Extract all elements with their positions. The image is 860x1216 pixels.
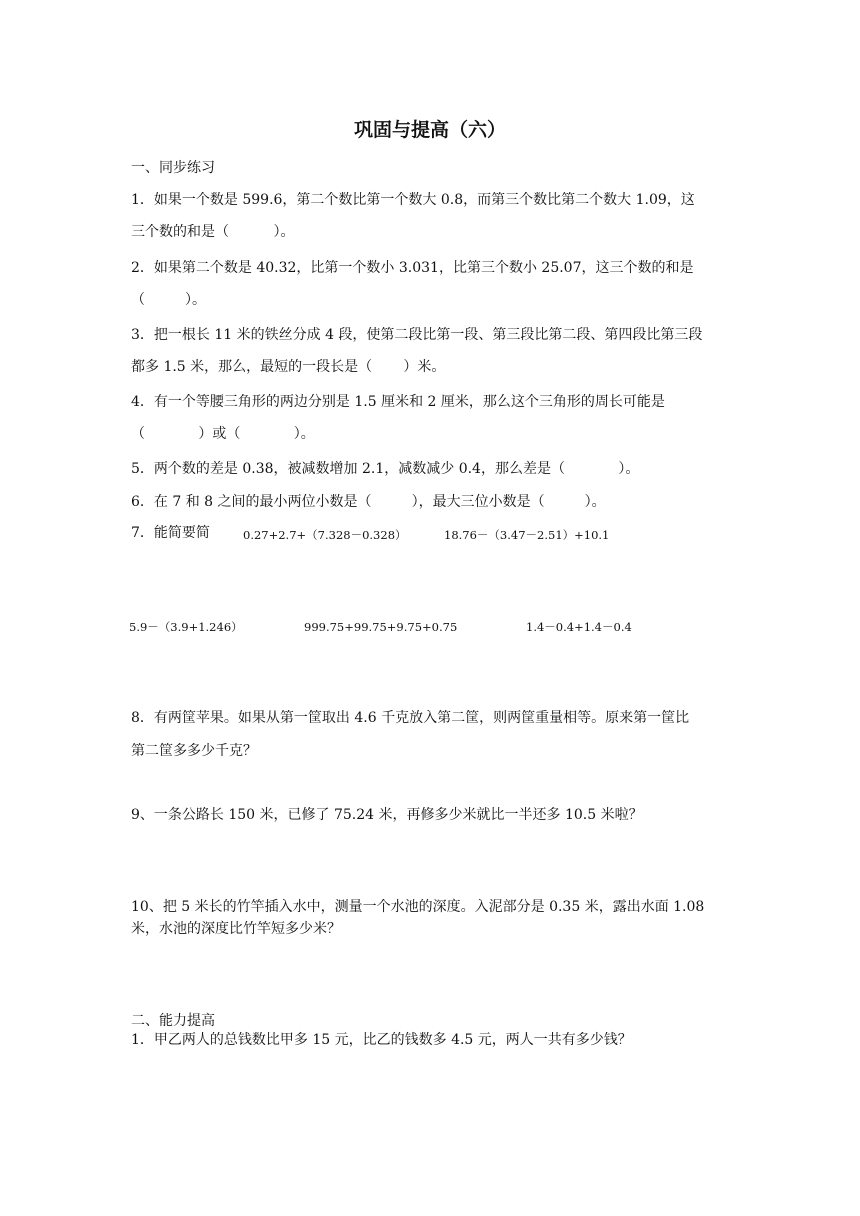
question-7-expression-1: 0.27+2.7+（7.328－0.328） [243,528,407,542]
question-2-line-1: 2．如果第二个数是 40.32，比第一个数小 3.031，比第三个数小 25.07，这三个数的和是 [131,260,694,276]
question-1-line-1: 1．如果一个数是 599.6，第二个数比第一个数大 0.8，而第三个数比第二个数大 1.09，这 [131,192,695,208]
question-3-line-1: 3．把一根长 11 米的铁丝分成 4 段，使第二段比第一段、第三段比第二段、第四段比第三段 [131,327,703,343]
question-8-line-1: 8．有两筐苹果。如果从第一筐取出 4.6 千克放入第二筐，则两筐重量相等。原来第一筐比 [131,710,690,726]
question-1-line-2: 三个数的和是（ ）。 [131,224,295,240]
question-2-line-2: （ ）。 [131,292,207,308]
question-5: 5．两个数的差是 0.38，被减数增加 2.1，减数减少 0.4，那么差是（ ）。 [131,461,640,477]
question-7-expression-2: 18.76－（3.47－2.51）+10.1 [444,528,610,542]
question-4-line-1: 4．有一个等腰三角形的两边分别是 1.5 厘米和 2 厘米，那么这个三角形的周长可能是 [131,394,665,410]
question-10-line-2: 米，水池的深度比竹竿短多少米？ [131,921,341,937]
question-7-expression-3: 5.9－（3.9+1.246） [129,620,243,634]
question-7-expression-5: 1.4－0.4+1.4－0.4 [526,620,632,634]
question-7-label: 7．能简要简 [131,525,210,541]
question-9: 9、一条公路长 150 米，已修了 75.24 米，再修多少米就比一半还多 10.5 米啦？ [131,807,643,823]
question-10-line-1: 10、把 5 米长的竹竿插入水中，测量一个水池的深度。入泥部分是 0.35 米，露出水面 1.08 [131,899,705,915]
question-6: 6．在 7 和 8 之间的最小两位小数是（ ），最大三位小数是（ ）。 [131,494,606,510]
question-7-expression-4: 999.75+99.75+9.75+0.75 [304,620,458,634]
ability-question-1: 1．甲乙两人的总钱数比甲多 15 元，比乙的钱数多 4.5 元，两人一共有多少钱？ [131,1032,632,1048]
section-heading-sync-practice: 一、同步练习 [131,160,215,176]
question-3-line-2: 都多 1.5 米，那么，最短的一段长是（ ）米。 [131,359,446,375]
page-title: 巩固与提高（六） [353,119,506,141]
question-4-line-2: （ ）或（ ）。 [131,426,315,442]
section-heading-ability-improvement: 二、能力提高 [131,1013,215,1029]
question-8-line-2: 第二筐多多少千克？ [131,743,257,759]
